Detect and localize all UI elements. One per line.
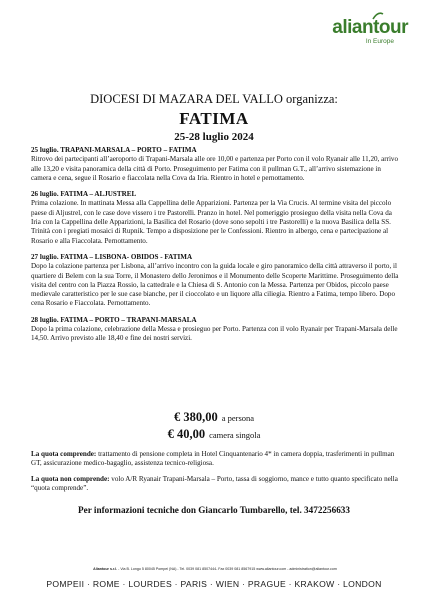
destinations-strip: POMPEII · ROME · LOURDES · PARIS · WIEN · PRAGUE · KRAKOW · LONDON	[46, 579, 382, 589]
day-description: Dopo la prima colazione, celebrazione della Messa e prosieguo per Porto. Partenza con il volo Ryanair per Trapani-Marsala delle 14,50. Arrivo previsto alle 18,40 e fine dei nostri servizi.	[31, 325, 398, 343]
quota-excluded-text: volo A/R Ryanair Trapani-Marsala – Porto, tassa di soggiorno, mance e tutto quanto specificato nella “quota comprende”.	[31, 474, 398, 492]
price-per-person	[0, 409, 428, 426]
organizer-line: DIOCESI DI MAZARA DEL VALLO organizza:	[90, 92, 338, 106]
quota-excluded	[31, 475, 399, 494]
day-title: 27 luglio. FATIMA – LISBONA- OBIDOS - FATIMA	[31, 252, 193, 261]
quota-included-text: trattamento di pensione completa in Hotel Cinquantenario 4* in camera doppia, trasferimenti in pullman GT, assicurazione medico-bagaglio, assistenza tecnico-religiosa.	[31, 450, 395, 468]
day-title: 28 luglio. FATIMA – PORTO – TRAPANI-MARSALA	[31, 315, 197, 324]
itinerary-day	[31, 146, 399, 183]
quota-notes	[31, 450, 399, 499]
quota-included-label: La quota comprende:	[31, 450, 97, 458]
swoosh-icon	[372, 12, 384, 20]
itinerary-day	[31, 253, 399, 309]
flyer-header	[0, 92, 428, 144]
day-description: Prima colazione. In mattinata Messa alla Cappellina delle Apparizioni. Partenza per la Via Crucis. Al termine visita del piccolo paese di Aljustrel, con le case dove vissero i tre Pastorelli. Pranzo in hotel. Nel pomeriggio prosieguo della visita nella Cova da Iria con la Cappellina delle Apparizioni, la Basilica del Rosario (dove sono sepolti i tre Pastorelli) e la nuova Basilica della SS. Trinità con i pregiati mosaici di Rupnik. Tempo a disposizione per le Confessioni. Rientro in albergo, cena e partecipazione al Rosario e alla Fiaccolata. Pernottamento.	[31, 199, 392, 245]
company-footer	[30, 567, 400, 571]
page-title: FATIMA	[179, 109, 249, 128]
day-description: Ritrovo dei partecipanti all’aeroporto di Trapani-Marsala alle ore 10,00 e partenza per Porto con il volo Ryanair alle 11,20, arrivo alle 13,20 e visita panoramica della città di Porto. Proseguimento per Fatima con il pullman G.T., all’arrivo sistemazione in camera e cena, segue il Rosario e fiaccolata nella Cova da Iria. Rientro in hotel e pernottamento.	[31, 155, 399, 182]
day-title: 25 luglio. TRAPANI-MARSALA – PORTO – FATIMA	[31, 146, 197, 154]
contact-info: Per informazioni tecniche don Giancarlo Tumbarello, tel. 3472256633	[78, 505, 350, 515]
logo-wordmark: aliantour	[332, 17, 408, 38]
footer-company: Aliantour s.r.l.	[93, 567, 118, 571]
itinerary-day	[31, 190, 399, 246]
price-single-room	[0, 426, 428, 443]
price-label: a persona	[221, 413, 255, 423]
price-block	[0, 409, 428, 443]
itinerary-day	[31, 316, 399, 344]
day-title: 26 luglio. FATIMA – ALJUSTREL	[31, 190, 137, 199]
day-description: Dopo la colazione partenza per Lisbona, all’arrivo incontro con la guida locale e giro panoramico della città attraverso il porto, il quartiere di Belem con la sua Torre, il Monastero dello Jeronimos e il Monumento delle Scoperte Marittime. Proseguimento della visita del centro con la Piazza Rossio, la cattedrale e la Chiesa di S. Antonio con la Messa. Partenza per Obidos, piccolo paese medievale caratteristico per le sue case bianche, per il cioccolato e un liquore alla ciliegia. Rientro a Fatima, tempo libero. Dopo cena Rosario e Fiaccolata. Pernottamento.	[31, 262, 399, 308]
footer-details: - Via B. Longo 5 80045 Pompei (NA) - Tel. 0039 081 8507444- Fax 0039 081 8567915 www.aliantour.com - administration@aliantour.com	[118, 567, 337, 571]
price-value: € 380,00	[173, 410, 218, 424]
quota-included	[31, 450, 399, 469]
price-value: € 40,00	[167, 427, 206, 441]
aliantour-logo	[332, 18, 408, 46]
price-label: camera singola	[209, 430, 261, 440]
logo-tagline: In Europe	[365, 38, 394, 45]
itinerary	[31, 146, 399, 351]
quota-excluded-label: La quota non comprende:	[31, 474, 110, 483]
trip-dates: 25-28 luglio 2024	[174, 131, 254, 143]
